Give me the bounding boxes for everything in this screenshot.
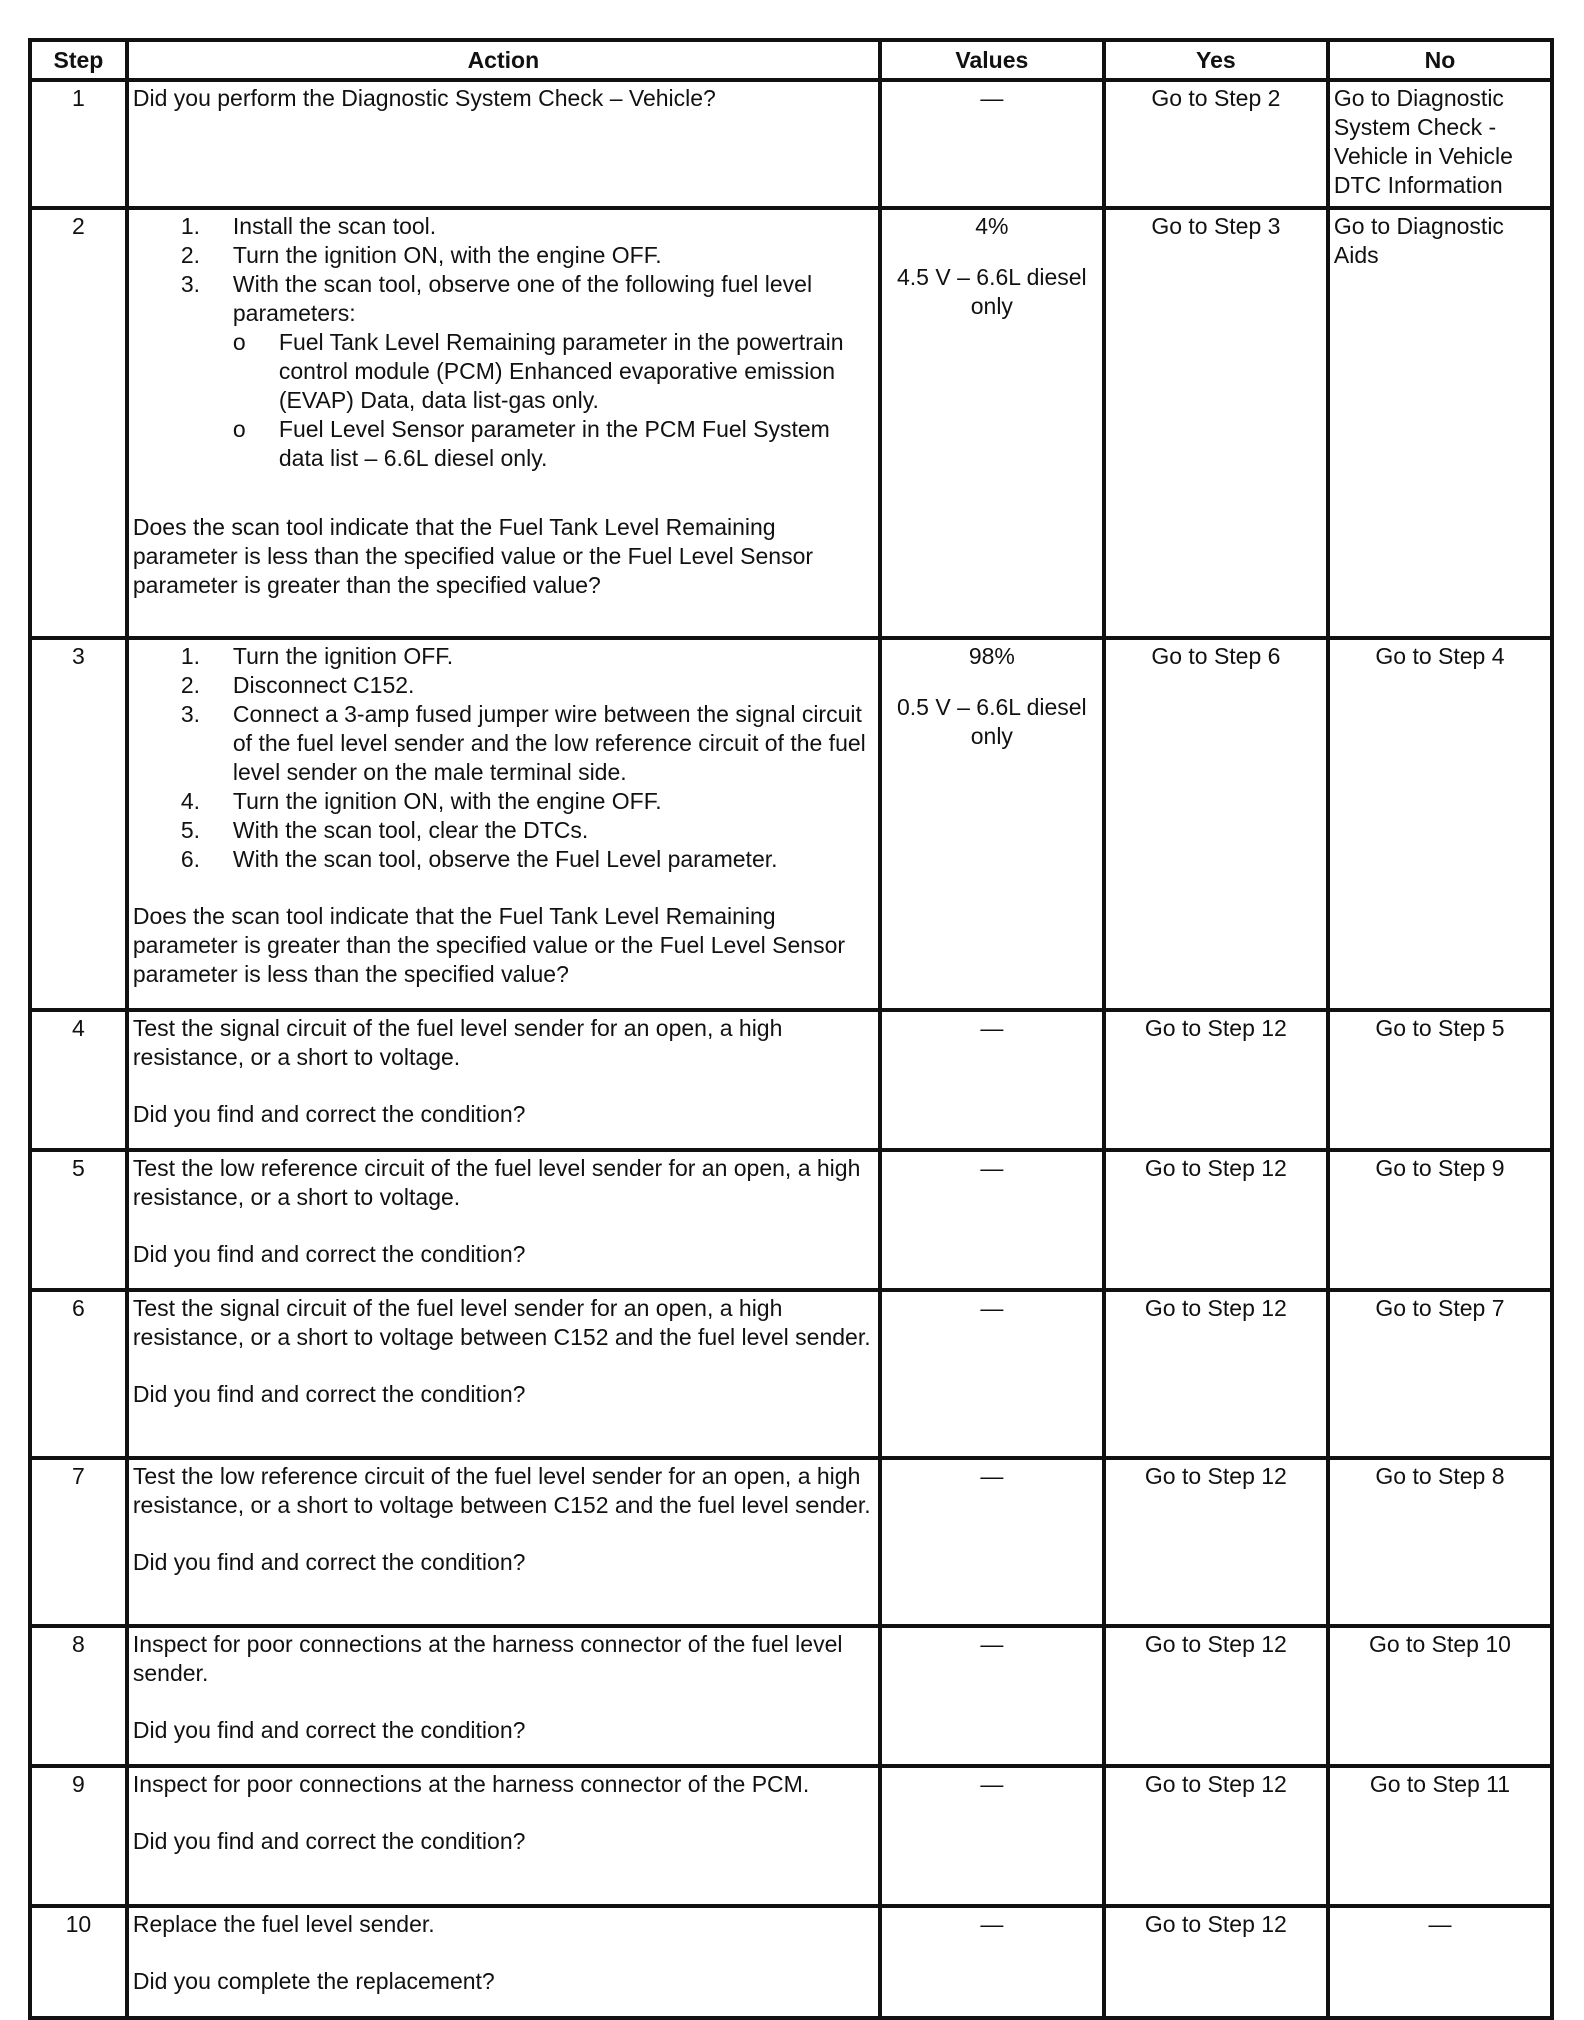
no-cell: Go to Step 11 [1328,1766,1552,1906]
yes-cell: Go to Step 6 [1104,638,1328,1010]
step-number: 1 [30,80,127,208]
yes-cell: Go to Step 12 [1104,1458,1328,1626]
yes-cell: Go to Step 12 [1104,1626,1328,1766]
yes-cell: Go to Step 12 [1104,1906,1328,2018]
no-cell: Go to Diagnostic Aids [1328,208,1552,638]
header-step: Step [30,40,127,80]
action-cell [127,80,880,208]
yes-cell: Go to Step 2 [1104,80,1328,208]
header-no: No [1328,40,1552,80]
header-values: Values [880,40,1104,80]
step-number: 10 [30,1906,127,2018]
list-item: 3. With the scan tool, observe one of the following fuel level parameters: [180,271,813,326]
header-row [30,40,1552,80]
value-cell [880,208,1104,638]
action-list [133,642,874,874]
action-cell [127,1626,880,1766]
step-number: 9 [30,1766,127,1906]
question-text: Does the scan tool indicate that the Fuel Tank Level Remaining parameter is less than the specified value or the Fuel Level Sensor parameter is greater than the specified value? [132,514,814,598]
table-row [30,1626,1552,1766]
question-text: Did you find and correct the condition? [132,1381,526,1407]
step-number: 7 [30,1458,127,1626]
list-item: 3. Connect a 3-amp fused jumper wire between the signal circuit of the fuel level sender and the low reference circuit of the fuel level sender on the male terminal side. [180,701,866,785]
action-text: Did you perform the Diagnostic System Check – Vehicle? [132,85,716,111]
question-text: Did you complete the replacement? [132,1968,495,1994]
no-cell: Go to Diagnostic System Check - Vehicle in Vehicle DTC Information [1328,80,1552,208]
value-secondary: 0.5 V – 6.6L diesel only [897,694,1087,749]
value-cell: — [880,1010,1104,1150]
yes-cell: Go to Step 12 [1104,1010,1328,1150]
table-row [30,1290,1552,1458]
action-text: Replace the fuel level sender. [132,1911,435,1937]
step-number: 8 [30,1626,127,1766]
action-text: Inspect for poor connections at the harness connector of the fuel level sender. [132,1631,843,1686]
list-item: 4. Turn the ignition ON, with the engine OFF. [180,788,662,814]
list-item: 1. Install the scan tool. [180,213,437,239]
no-cell: Go to Step 8 [1328,1458,1552,1626]
step-number: 5 [30,1150,127,1290]
table-row [30,1150,1552,1290]
action-cell [127,1150,880,1290]
question-text: Does the scan tool indicate that the Fuel Tank Level Remaining parameter is greater than the specified value or the Fuel Level Sensor parameter is less than the specified value? [132,903,846,987]
action-cell [127,1290,880,1458]
table-row [30,208,1552,638]
sub-list-item: o Fuel Level Sensor parameter in the PCM Fuel System data list – 6.6L diesel only. [232,416,830,471]
step-number: 6 [30,1290,127,1458]
table-row [30,1010,1552,1150]
action-cell [127,1766,880,1906]
table-row [30,1766,1552,1906]
header-yes: Yes [1104,40,1328,80]
action-text: Test the signal circuit of the fuel level sender for an open, a high resistance, or a short to voltage. [132,1015,783,1070]
header-action: Action [127,40,880,80]
step-number: 3 [30,638,127,1010]
action-cell [127,1010,880,1150]
action-cell [127,1458,880,1626]
value-secondary: 4.5 V – 6.6L diesel only [897,264,1087,319]
question-text: Did you find and correct the condition? [132,1828,526,1854]
value-cell [880,638,1104,1010]
step-number: 2 [30,208,127,638]
yes-cell: Go to Step 12 [1104,1290,1328,1458]
value-primary: 98% [968,643,1015,669]
table-row [30,1458,1552,1626]
value-cell: — [880,1150,1104,1290]
sub-list [133,328,874,473]
list-item: 2. Turn the ignition ON, with the engine OFF. [180,242,662,268]
action-list [133,212,874,328]
value-cell: — [880,1458,1104,1626]
table-row [30,80,1552,208]
no-cell: Go to Step 9 [1328,1150,1552,1290]
action-text: Test the low reference circuit of the fuel level sender for an open, a high resistance, or a short to voltage between C152 and the fuel level sender. [132,1463,871,1518]
action-text: Inspect for poor connections at the harness connector of the PCM. [132,1771,810,1797]
action-cell [127,208,880,638]
yes-cell: Go to Step 12 [1104,1766,1328,1906]
diagnostic-table [28,38,1554,2020]
list-item: 2. Disconnect C152. [180,672,415,698]
sub-list-item: o Fuel Tank Level Remaining parameter in the powertrain control module (PCM) Enhanced evaporative emission (EVAP) Data, data list-gas only. [232,329,844,413]
no-cell: Go to Step 5 [1328,1010,1552,1150]
list-item: 5. With the scan tool, clear the DTCs. [180,817,589,843]
value-cell: — [880,1290,1104,1458]
value-cell: — [880,1626,1104,1766]
value-cell: — [880,1766,1104,1906]
list-item: 6. With the scan tool, observe the Fuel Level parameter. [180,846,778,872]
question-text: Did you find and correct the condition? [132,1717,526,1743]
action-text: Test the low reference circuit of the fuel level sender for an open, a high resistance, or a short to voltage. [132,1155,861,1210]
table-row [30,638,1552,1010]
value-cell: — [880,1906,1104,2018]
value-primary: 4% [975,213,1009,239]
yes-cell: Go to Step 12 [1104,1150,1328,1290]
step-number: 4 [30,1010,127,1150]
yes-cell: Go to Step 3 [1104,208,1328,638]
no-cell: — [1328,1906,1552,2018]
action-cell [127,638,880,1010]
no-cell: Go to Step 4 [1328,638,1552,1010]
no-cell: Go to Step 7 [1328,1290,1552,1458]
action-text: Test the signal circuit of the fuel level sender for an open, a high resistance, or a short to voltage between C152 and the fuel level sender. [132,1295,871,1350]
list-item: 1. Turn the ignition OFF. [180,643,454,669]
question-text: Did you find and correct the condition? [132,1549,526,1575]
value-cell: — [880,80,1104,208]
question-text: Did you find and correct the condition? [132,1241,526,1267]
action-cell [127,1906,880,2018]
question-text: Did you find and correct the condition? [132,1101,526,1127]
table-row [30,1906,1552,2018]
no-cell: Go to Step 10 [1328,1626,1552,1766]
